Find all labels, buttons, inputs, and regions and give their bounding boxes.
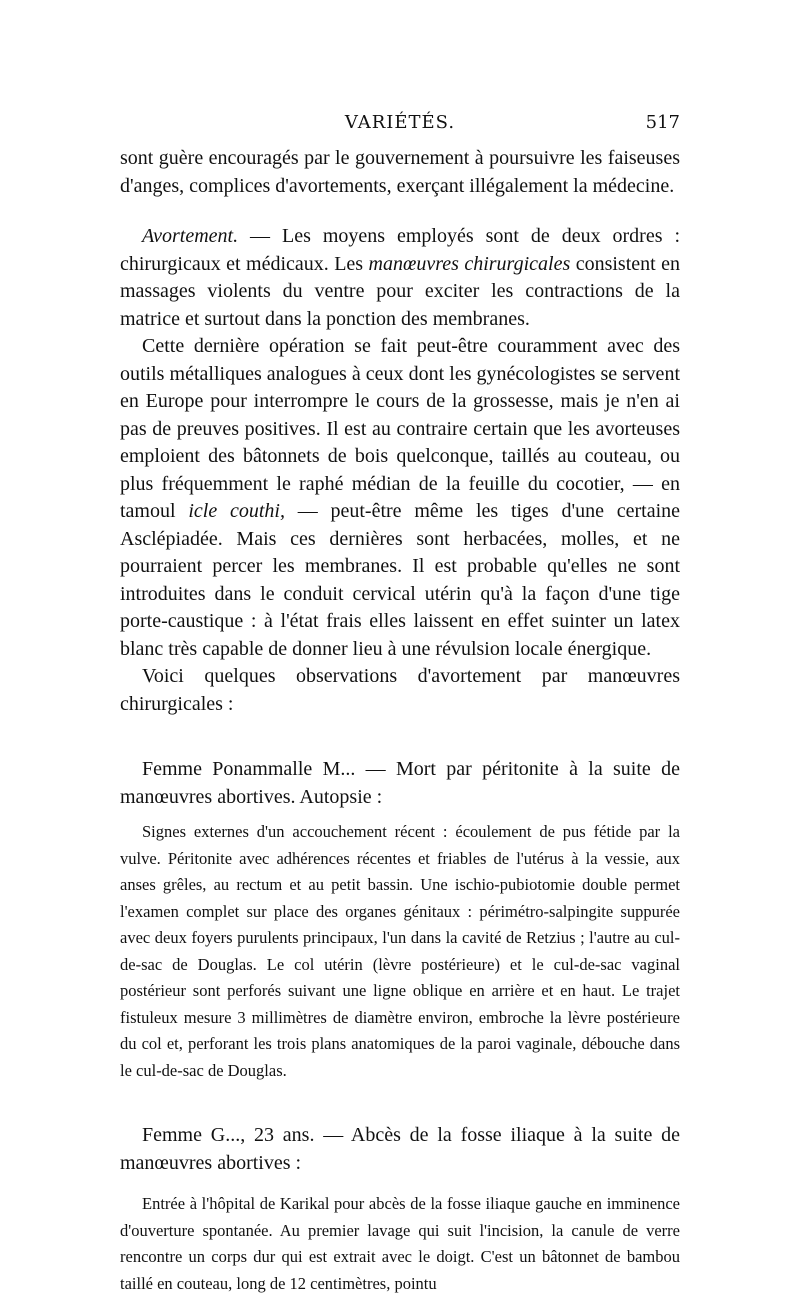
case-2-body: Entrée à l'hôpital de Karikal pour abcès de la fosse iliaque gauche en imminence d'ouverture spontanée. Au premier lavage qui suit l'incision, la canule de verre rencontre un corps dur qui est extrait avec le doigt. C'est un bâtonnet de bambou taillé en couteau, long de 12 centimètres, pointu [120, 1194, 680, 1293]
page-body [120, 145, 680, 1297]
case-1-body: Signes externes d'un accouchement récent : écoulement de pus fétide par la vulve. Péritonite avec adhérences récentes et friables de l'utérus à la vessie, aux anses grêles, au rectum et au petit bassin. Une ischio-pubiotomie double permet l'examen complet sur place des organes génitaux : périmétro-salpingite suppurée avec deux foyers purulents principaux, l'un dans la cavité de Retzius ; l'autre au cul-de-sac de Douglas. Le col utérin (lèvre postérieure) et le cul-de-sac vaginal postérieur sont perforés suivant une ligne oblique en arrière et en haut. Le trajet fistuleux mesure 3 millimètres de diamètre environ, embroche la lèvre postérieure du col et, perforant les trois plans anatomiques de la paroi vaginale, débouche dans le cul-de-sac de Douglas. [120, 822, 680, 1080]
paragraph-continuation: sont guère encouragés par le gouvernement à poursuivre les faiseuses d'anges, complices d'avortements, exerçant illégalement la médecine. [120, 147, 680, 197]
paragraph-text: Cette dernière opération se fait peut-être couramment avec des outils métalliques analogues à ceux dont les gynécologistes se servent en Europe pour interrompre le cours de la grossesse, mais je n'en ai pas de preuves positives. Il est au contraire certain que les avorteuses emploient des bâtonnets de bois quelconque, taillés au couteau, ou plus fréquemment le raphé médian de la feuille du cocotier, — en tamoul [120, 335, 680, 522]
paragraph-text: — peut-être même les tiges d'une certaine Asclépiadée. Mais ces dernières sont herbacées, molles, et ne pourraient percer les membranes. Il est probable qu'elles ne sont introduites dans le conduit cervical utérin qu'à la façon d'une tige porte-caustique : à l'état frais elles laissent en effet suinter un latex blanc très capable de donner lieu à une révulsion locale énergique. [120, 500, 681, 660]
page-header [120, 112, 680, 142]
paragraph-observations-intro: Voici quelques observations d'avortement par manœuvres chirurgicales : [120, 665, 680, 715]
paragraph-text: consistent en massages violents du ventre pour exciter les contractions de la matrice et surtout dans la ponction des membranes. [120, 252, 680, 330]
case-2-title: Femme G..., 23 ans. — Abcès de la fosse iliaque à la suite de manœuvres abortives : [120, 1124, 680, 1174]
running-title: VARIÉTÉS. [344, 112, 456, 133]
italic-term: icle couthi, [188, 500, 285, 522]
paragraph-avortement [120, 223, 680, 333]
italic-term: manœuvres chirurgicales [368, 252, 571, 275]
case-1-title: Femme Ponammalle M... — Mort par péritonite à la suite de manœuvres abortives. Autopsie : [120, 758, 680, 808]
section-lead-term: Avortement. [142, 225, 239, 247]
paragraph-text: — Les moyens employés sont de deux ordres : chirurgicaux et médicaux. Les [120, 225, 680, 275]
page-number: 517 [645, 112, 680, 133]
paragraph-operation [120, 333, 680, 663]
